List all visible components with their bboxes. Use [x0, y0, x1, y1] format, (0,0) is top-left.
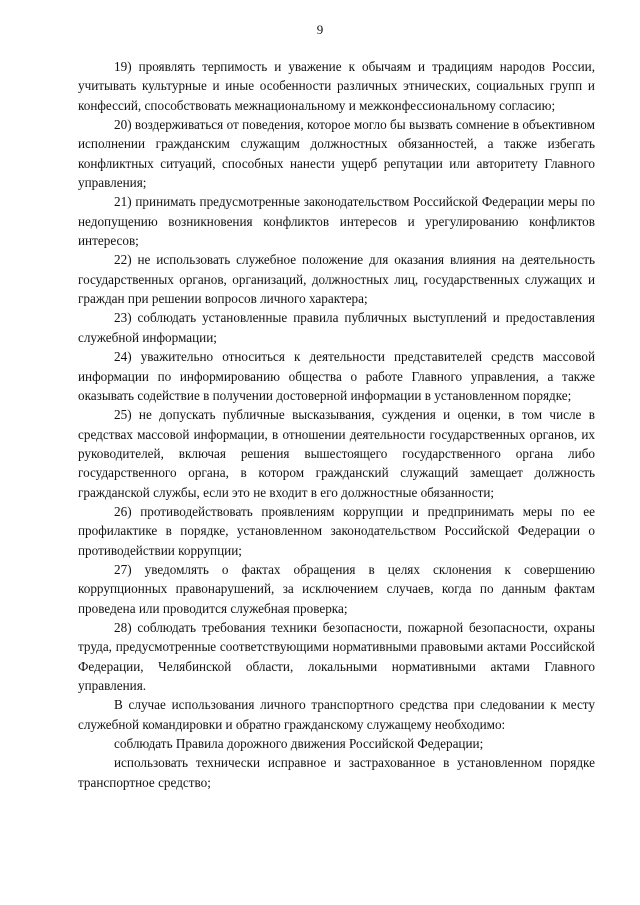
paragraph-item-25: 25) не допускать публичные высказывания, суждения и оценки, в том числе в средствах массовой информации, в отношении деятельности государственных органов, их руководителей, включая решения вышестоящего государственного органа либо государственного органа, в котором гражданский служащий замещает должность гражданской службы, если это не входит в его должностные обязанности; [78, 407, 595, 500]
page-number: 9 [316, 22, 324, 37]
paragraph-item-20: 20) воздерживаться от поведения, которое могло бы вызвать сомнение в объективном исполнении гражданским служащим должностных обязанностей, а также избегать конфликтных ситуаций, способных нанести ущерб репутации или авторитету Главного управления; [78, 117, 595, 191]
paragraph-item-22: 22) не использовать служебное положение для оказания влияния на деятельность государственных органов, организаций, должностных лиц, государственных служащих и граждан при решении вопросов личного характера; [78, 252, 595, 307]
paragraph-item-23: 23) соблюдать установленные правила публичных выступлений и предоставления служебной информации; [78, 310, 595, 345]
paragraph-vehicle-use-intro: В случае использования личного транспортного средства при следовании к месту служебной командировки и обратно гражданскому служащему необходимо: [78, 697, 595, 732]
paragraph-item-28: 28) соблюдать требования техники безопасности, пожарной безопасности, охраны труда, предусмотренные соответствующими нормативными правовыми актами Российской Федерации, Челябинской области, локальными нормативными актами Главного управления. [78, 619, 595, 693]
paragraph-item-26: 26) противодействовать проявлениям коррупции и предпринимать меры по ее профилактике в порядке, установленном законодательством Российской Федерации о противодействии коррупции; [78, 503, 595, 558]
paragraph-traffic-rules: соблюдать Правила дорожного движения Российской Федерации; [114, 736, 484, 752]
paragraph-item-27: 27) уведомлять о фактах обращения в целях склонения к совершению коррупционных правонарушений, за исключением случаев, когда по данным фактам проведена или проводится служебная проверка; [78, 561, 595, 616]
paragraph-item-19: 19) проявлять терпимость и уважение к обычаям и традициям народов России, учитывать культурные и иные особенности различных этнических, социальных групп и конфессий, способствовать межнациональному и межконфессиональному согласию; [78, 59, 595, 113]
paragraph-item-24: 24) уважительно относиться к деятельности представителей средств массовой информации по информированию общества о работе Главного управления, а также оказывать содействие в получении достоверной информации в установленном порядке; [78, 349, 595, 403]
paragraph-item-21: 21) принимать предусмотренные законодательством Российской Федерации меры по недопущению возникновения конфликтов интересов и урегулированию конфликтов интересов; [78, 194, 595, 249]
document-body [78, 57, 595, 792]
paragraph-vehicle-condition: использовать технически исправное и застрахованное в установленном порядке транспортное средство; [78, 755, 595, 790]
